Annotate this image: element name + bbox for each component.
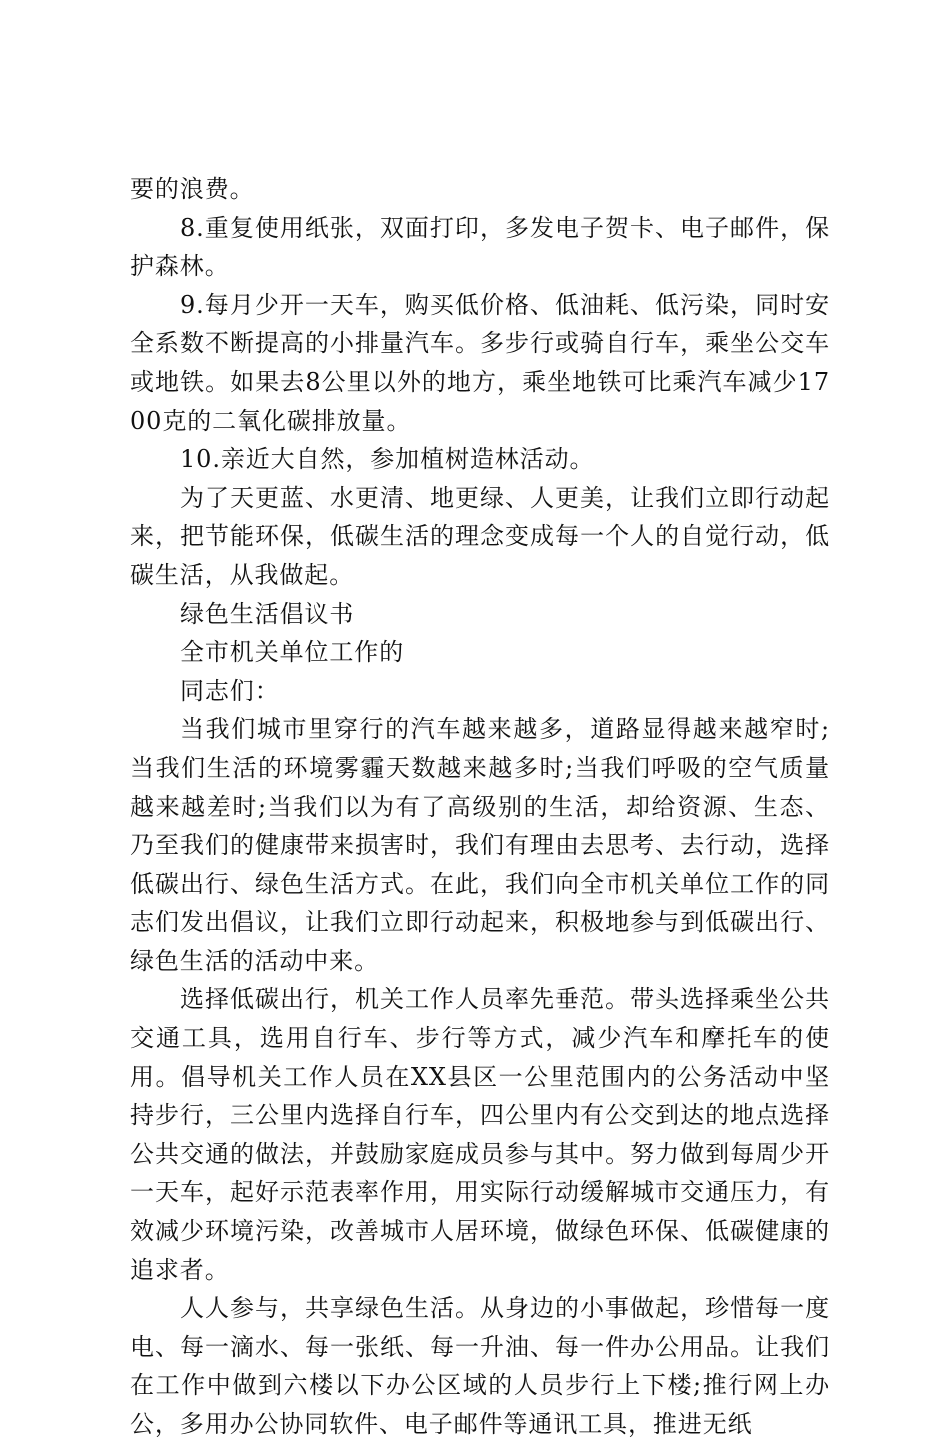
- paragraph-item-9-car: 9.每月少开一天车，购买低价格、低油耗、低污染，同时安全系数不断提高的小排量汽车。多步行或骑自行车，乘坐公交车或地铁。如果去8公里以外的地方，乘坐地铁可比乘汽车减少1700克的二氧化碳排放量。: [130, 290, 830, 435]
- paragraph-green-living: 人人参与，共享绿色生活。从身边的小事做起，珍惜每一度电、每一滴水、每一张纸、每一升油、每一件办公用品。让我们在工作中做到六楼以下办公区域的人员步行上下楼;推行网上办公，多用办公协同软件、电子邮件等通讯工具，推进无纸: [130, 1294, 830, 1438]
- paragraph-item-8-paper: 8.重复使用纸张，双面打印，多发电子贺卡、电子邮件，保护森林。: [130, 213, 830, 281]
- document-body: [130, 170, 830, 1444]
- salutation-line-1: 全市机关单位工作的: [180, 638, 405, 667]
- salutation-line-2: 同志们：: [180, 676, 280, 705]
- paragraph-item-10-nature: 10.亲近大自然，参加植树造林活动。: [180, 445, 595, 474]
- paragraph-low-carbon-travel: 选择低碳出行，机关工作人员率先垂范。带头选择乘坐公共交通工具，选用自行车、步行等方式，减少汽车和摩托车的使用。倡导机关工作人员在XX县区一公里范围内的公务活动中坚持步行，三公里内选择自行车，四公里内有公交到达的地点选择公共交通的做法，并鼓励家庭成员参与其中。努力做到每周少开一天车，起好示范表率作用，用实际行动缓解城市交通压力，有效减少环境污染，改善城市人居环境，做绿色环保、低碳健康的追求者。: [130, 985, 830, 1284]
- paragraph-waste-ending: 要的浪费。: [130, 175, 255, 203]
- paragraph-call-to-action: 为了天更蓝、水更清、地更绿、人更美，让我们立即行动起来，把节能环保，低碳生活的理念变成每一个人的自觉行动，低碳生活，从我做起。: [130, 483, 830, 589]
- paragraph-intro: 当我们城市里穿行的汽车越来越多，道路显得越来越窄时;当我们生活的环境雾霾天数越来越多时;当我们呼吸的空气质量越来越差时;当我们以为有了高级别的生活，却给资源、生态、乃至我们的健康带来损害时，我们有理由去思考、去行动，选择低碳出行、绿色生活方式。在此，我们向全市机关单位工作的同志们发出倡议，让我们立即行动起来，积极地参与到低碳出行、绿色生活的活动中来。: [130, 715, 830, 975]
- proposal-title: 绿色生活倡议书: [180, 599, 355, 628]
